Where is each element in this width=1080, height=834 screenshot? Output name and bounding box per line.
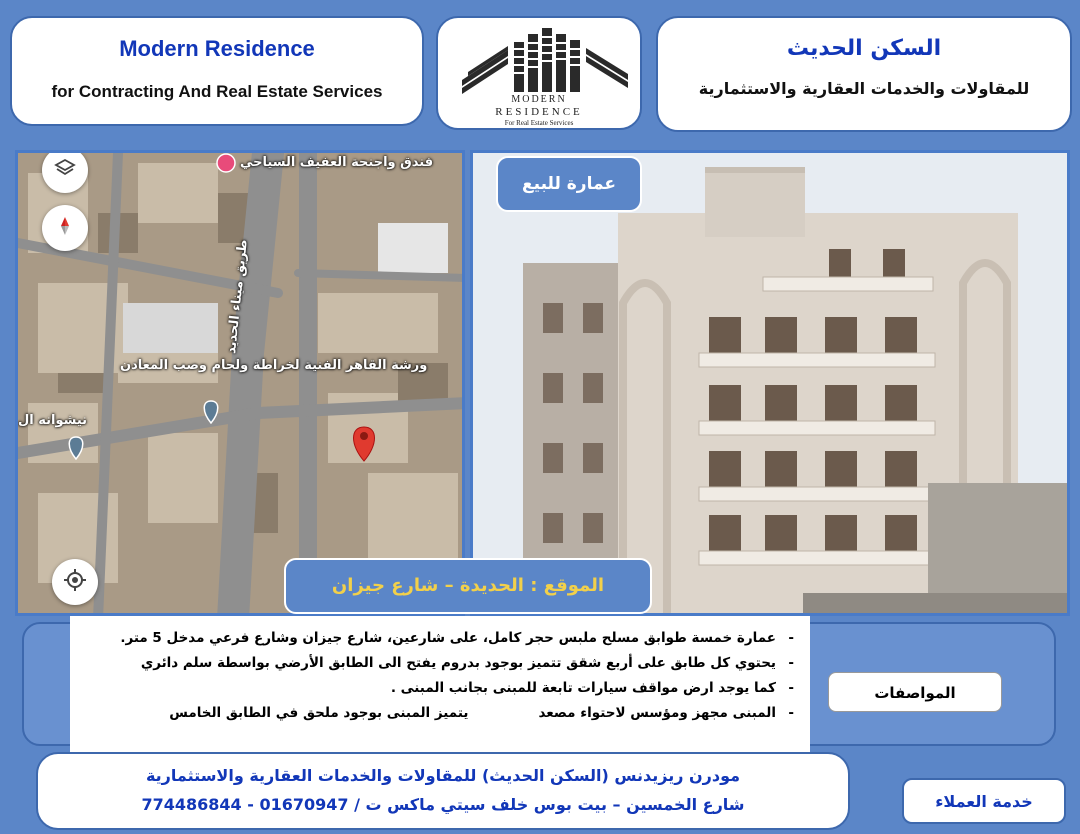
map-label-workshop: ورشة القاهر الفنية لخراطة ولحام وصب المعادن bbox=[120, 358, 428, 373]
compass-button[interactable] bbox=[42, 205, 88, 251]
map-label-left-edge: نيشوانه ال bbox=[18, 413, 88, 428]
footer-company-line: مودرن ريزيدنس (السكن الحديث) للمقاولات والخدمات العقارية والاستثمارية bbox=[145, 766, 741, 785]
company-name-en: Modern Residence bbox=[119, 36, 315, 61]
map-label-hotel: فندق واجنحة العفيف السياحي bbox=[240, 155, 434, 170]
footer-contact bbox=[36, 752, 850, 830]
svg-text:RESIDENCE: RESIDENCE bbox=[495, 106, 583, 118]
header-english bbox=[10, 16, 424, 126]
my-location-icon bbox=[63, 568, 87, 596]
compass-icon bbox=[54, 215, 76, 241]
building-logo-icon bbox=[438, 18, 640, 128]
specs-title: المواصفات bbox=[828, 672, 1002, 712]
specs-list bbox=[70, 616, 810, 752]
company-subtitle-ar: للمقاولات والخدمات العقارية والاستثمارية bbox=[698, 79, 1030, 98]
for-sale-badge: عمارة للبيع bbox=[496, 156, 642, 212]
svg-text:MODERN: MODERN bbox=[511, 94, 567, 105]
footer-address-phone: شارع الخمسين – بيت بوس خلف سيتي ماكس ت / 01670947 - 774486844 bbox=[141, 795, 745, 814]
layers-icon bbox=[54, 157, 76, 183]
spec-item: -المبنى مجهز ومؤسس لاحتواء مصعديتميز المبنى بوجود ملحق في الطابق الخامس bbox=[169, 705, 794, 721]
spec-item: -يحتوي كل طابق على أربع شقق تتميز بوجود بدروم يفتح الى الطابق الأرضي بواسطة سلم دائري bbox=[140, 655, 794, 671]
satellite-map[interactable] bbox=[15, 150, 465, 616]
spec-item: -كما يوجد ارض مواقف سيارات تابعة للمبنى بجانب المبنى . bbox=[390, 680, 794, 696]
my-location-button[interactable] bbox=[52, 559, 98, 605]
svg-text:For Real Estate Services: For Real Estate Services bbox=[504, 119, 574, 127]
location-label: الموقع : الحديدة – شارع جيزان bbox=[284, 558, 652, 614]
company-name-ar: السكن الحديث bbox=[786, 36, 942, 61]
map-label-road: طريق ميناء الحديد bbox=[224, 238, 251, 355]
building-photo bbox=[470, 150, 1070, 616]
header-arabic bbox=[656, 16, 1072, 132]
company-subtitle-en: for Contracting And Real Estate Services bbox=[51, 82, 383, 101]
spec-item: -عمارة خمسة طوابق مسلح ملبس حجر كامل، على شارعين، شارع جيزان وشارع فرعي مدخل 5 متر. bbox=[120, 630, 794, 646]
customer-service-button[interactable]: خدمة العملاء bbox=[902, 778, 1066, 824]
company-logo bbox=[436, 16, 642, 130]
building-illustration bbox=[473, 153, 1070, 616]
